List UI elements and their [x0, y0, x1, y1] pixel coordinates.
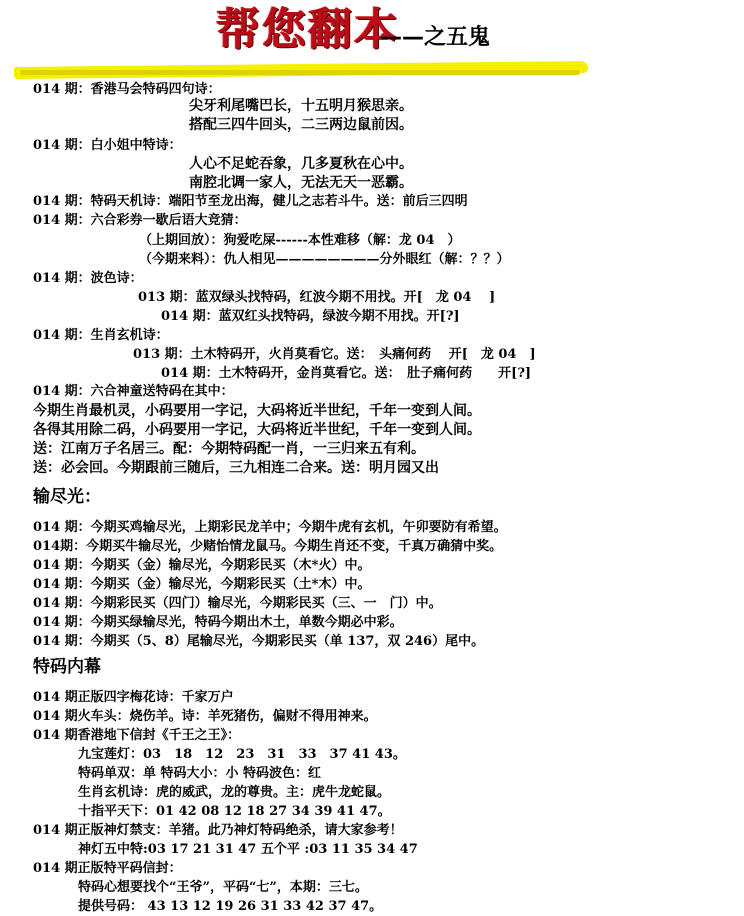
hk-poem-line-2: 搭配三四牛回头，二三两边鼠前因。 — [189, 117, 413, 133]
yellow-brush-underline — [20, 70, 580, 75]
flat-code-hint: 特码心想要找个“王爷”，平码“七”，本期：三七。 — [78, 880, 368, 895]
page-title: 帮您翻本 — [216, 4, 400, 55]
riddle-last-issue: （上期回放）：狗爱吃屎------本性难移（解：龙 04 ） — [139, 233, 461, 248]
zodiac-mystery: 生肖玄机诗：虎的威武，龙的尊贵。主：虎牛龙蛇鼠。 — [78, 785, 391, 800]
prodigy-line-3: 送：江南万子名居三。配：今期特码配一肖，一三归来五有利。 — [33, 441, 425, 457]
wave-color-heading: 014 期：波色诗： — [33, 271, 143, 286]
lose-all-line-5: 014 期：今期彩民买（四门）输尽光，今期彩民买（三、一 门）中。 — [33, 596, 442, 611]
lose-all-line-6: 014 期：今期买绿输尽光，特码今期出木土，单数今期必中彩。 — [33, 615, 403, 630]
lotus-lamp-numbers: 九宝莲灯：03 18 12 23 31 33 37 41 43。 — [78, 747, 406, 762]
lamp-five-numbers: 神灯五中特:03 17 21 31 47 五个平 :03 11 35 34 47 — [78, 842, 418, 857]
tianji-poem: 014 期：特码天机诗：端阳节至龙出海，健儿之志若斗牛。送：前后三四明 — [33, 194, 468, 209]
zodiac-poem-013: 013 期：土木特码开，火肖莫看它。送： 头痛何药 开[ 龙 04 ] — [133, 347, 536, 362]
miss-white-line-2: 南腔北调一家人，无法无天一恶霸。 — [189, 175, 413, 191]
inside-info-heading: 特码内幕 — [33, 657, 101, 677]
ten-fingers-numbers: 十指平天下：01 42 08 12 18 27 34 39 41 47。 — [78, 804, 391, 819]
lose-all-line-1: 014 期：今期买鸡输尽光，上期彩民龙羊中；今期牛虎有玄机，午卯要防有希望。 — [33, 520, 507, 535]
page-subtitle: ——之五鬼 — [380, 25, 491, 50]
lose-all-line-4: 014 期：今期买（金）输尽光，今期彩民买（土*木）中。 — [33, 577, 371, 592]
wave-color-013: 013 期：蓝双绿头找特码，红波今期不用找。开[ 龙 04 ] — [138, 290, 496, 305]
envelope-heading: 014 期香港地下信封《千王之王》： — [33, 728, 241, 743]
prodigy-line-2: 各得其用除二码，小码要用一字记，大码将近半世纪，千年一变到人间。 — [33, 422, 481, 438]
zodiac-poem-heading: 014 期：生肖玄机诗： — [33, 328, 169, 343]
zodiac-poem-014: 014 期：土木特码开，金肖莫看它。送： 肚子痛何药 开[?] — [161, 366, 532, 381]
flat-code-envelope-heading: 014 期正版特平码信封： — [33, 861, 182, 876]
miss-white-heading: 014 期：白小姐中特诗： — [33, 138, 182, 153]
locomotive: 014 期火车头：烧伤羊。诗：羊死猪伤，偏财不得用神来。 — [33, 709, 377, 724]
lose-all-line-2: 014期：今期买牛输尽光，少赌怡情龙鼠马。今期生肖还不变，千真万确猜中奖。 — [33, 539, 503, 554]
lose-all-line-3: 014 期：今期买（金）输尽光，今期彩民买（木*火）中。 — [33, 558, 371, 573]
prodigy-heading: 014 期：六合神童送特码在其中： — [33, 384, 234, 399]
hk-poem-line-1: 尖牙利尾嘴巴长，十五明月猴思亲。 — [189, 98, 413, 114]
odd-even-size-color: 特码单双：单 特码大小：小 特码波色：红 — [78, 766, 322, 781]
lose-all-line-7: 014 期：今期买（5、8）尾输尽光，今期彩民买（单 137，双 246）尾中。 — [33, 634, 485, 649]
hk-poem-heading: 014 期：香港马会特码四句诗： — [33, 82, 221, 97]
provided-numbers: 提供号码： 43 13 12 19 26 31 33 42 37 47。 — [78, 899, 383, 914]
lamp-ban: 014 期正版神灯禁支：羊猪。此乃神灯特码绝杀，请大家参考！ — [33, 823, 403, 838]
riddle-heading: 014 期：六合彩券一歇后语大竞猜： — [33, 213, 247, 228]
plum-poem: 014 期正版四字梅花诗：千家万户 — [33, 690, 234, 705]
prodigy-line-1: 今期生肖最机灵，小码要用一字记，大码将近半世纪，千年一变到人间。 — [33, 403, 481, 419]
wave-color-014: 014 期：蓝双红头找特码，绿波今期不用找。开[?] — [161, 309, 460, 324]
miss-white-line-1: 人心不足蛇吞象，几多夏秋在心中。 — [189, 156, 413, 172]
lose-all-heading: 输尽光： — [33, 487, 101, 507]
riddle-this-issue: （今期来料）：仇人相见————————分外眼红（解：？？） — [139, 252, 510, 267]
prodigy-line-4: 送：必会回。今期跟前三随后，三九相连二合来。送：明月园又出 — [33, 460, 439, 476]
